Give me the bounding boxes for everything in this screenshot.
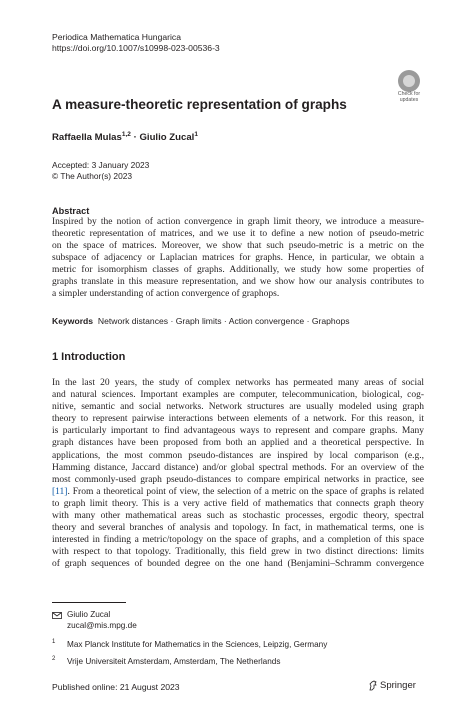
body-line-rest: . From a theoretical point of view, the selection of a metric on the space of graphs is related xyxy=(67,486,424,497)
abstract-line: metric for isomorphism classes of graphs. Additionally, we study how some properties of xyxy=(52,265,424,275)
footnote-2-number: 2 xyxy=(52,656,56,662)
body-line: theory and several branches of analysis and topology. In fact, in mathematical terms, one is xyxy=(52,523,424,534)
body-line: is particularly important to find advantageous ways to represent and compare graphs. Many xyxy=(52,426,424,437)
body-line: of graph sequences of bounded degree on the one hand (Benjamini–Schramm convergence xyxy=(52,559,424,570)
author-1-affiliation: 1,2 xyxy=(121,131,131,138)
author-2-affiliation: 1 xyxy=(194,131,198,138)
abstract-text xyxy=(52,216,424,300)
body-line: most commonly-used graph pseudo-distances to compare empirical networks in practice, see xyxy=(52,474,424,485)
author-2[interactable]: Giulio Zucal xyxy=(139,132,195,144)
check-for-updates-badge[interactable] xyxy=(394,70,424,104)
keywords-label: Keywords xyxy=(52,316,94,326)
citation-link[interactable]: [11] xyxy=(52,486,68,497)
body-line: with many other mathematical areas such as stochastic processes, ergodic theory, spectral xyxy=(52,511,424,522)
badge-line-1: Check for xyxy=(397,91,421,97)
badge-label xyxy=(394,91,424,103)
introduction-text xyxy=(52,377,424,571)
abstract-heading: Abstract xyxy=(52,206,90,216)
abstract-line: subspace of adjacency or Laplacian matrices for graphs. Hence, in particular, we obtain a xyxy=(52,253,424,263)
springer-horse-icon xyxy=(368,680,379,691)
paper-title: A measure-theoretic representation of graphs xyxy=(52,97,347,112)
footnote-2-affiliation: Vrije Universiteit Amsterdam, Amsterdam, The Netherlands xyxy=(67,657,281,666)
body-line: Hamming distance, Jaccard distance) and/or global spectral methods. For an overview of the xyxy=(52,462,424,473)
author-list xyxy=(52,129,198,144)
abstract-line: Inspired by the notion of action convergence in graph limit theory, we introduce a measure- xyxy=(52,217,424,227)
body-line: In the last 20 years, the study of complex networks has permeated many areas of social xyxy=(52,378,424,388)
copyright-notice: © The Author(s) 2023 xyxy=(52,171,133,181)
author-separator: · xyxy=(130,132,140,144)
contact-email[interactable]: zucal@mis.mpg.de xyxy=(67,621,137,630)
footnote-1-number: 1 xyxy=(52,639,56,645)
publisher-logo[interactable] xyxy=(380,680,416,692)
body-line: interested in finding a metric/topology on the space of graphs, and a completion of this space xyxy=(52,535,424,546)
contact-name: Giulio Zucal xyxy=(67,610,111,619)
abstract-line: on the space of matrices. Moreover, we show that such pseudo-metric is a metric on the xyxy=(52,241,424,251)
body-line-with-citation xyxy=(52,486,424,498)
body-line: graph distances have been proposed from both an applied and a theoretical perspective. In xyxy=(52,438,424,449)
body-line: nitive, semantic and social networks. Network structures are usually modeled using graph xyxy=(52,402,424,413)
doi-link[interactable]: https://doi.org/10.1007/s10998-023-00536-3 xyxy=(52,43,220,53)
journal-name: Periodica Mathematica Hungarica xyxy=(52,32,181,42)
footnote-1-affiliation: Max Planck Institute for Mathematics in the Sciences, Leipzig, Germany xyxy=(67,640,328,649)
abstract-line: graphs translate in this measure representation, and we show how our analysis contributes to xyxy=(52,277,424,287)
published-date: Published online: 21 August 2023 xyxy=(52,682,180,692)
body-line: with respect to that topology. Traditionally, this field grew in two distinct directions: limits xyxy=(52,547,424,558)
body-line: and natural sciences. Important examples are computer, telecommunication, biological, cog- xyxy=(52,390,424,401)
body-line: to graph limit theory. This is a very active field of mathematics that connects graph theory xyxy=(52,498,424,509)
abstract-line: theoretic representation of matrices, and we use it to define a new notion of pseudo-metric xyxy=(52,229,424,239)
envelope-icon xyxy=(52,612,62,619)
check-for-updates-icon xyxy=(398,70,420,92)
accepted-date: Accepted: 3 January 2023 xyxy=(52,160,150,170)
publisher-name: Springer xyxy=(380,680,416,691)
author-1[interactable]: Raffaella Mulas xyxy=(52,132,122,144)
abstract-line: a simpler understanding of action convergence of graphops. xyxy=(52,289,280,299)
badge-line-2: updates xyxy=(399,97,419,103)
keywords xyxy=(52,316,350,327)
keywords-list: Network distances · Graph limits · Action convergence · Graphops xyxy=(97,316,350,326)
footnote-divider xyxy=(52,602,126,603)
section-heading: 1 Introduction xyxy=(52,351,126,363)
body-line: applications, the most common pseudo-distances are inspired by local comparison (e.g., xyxy=(52,450,424,461)
body-line: theory to represent pairwise interactions between elements of a network. For this reason, it xyxy=(52,414,424,425)
